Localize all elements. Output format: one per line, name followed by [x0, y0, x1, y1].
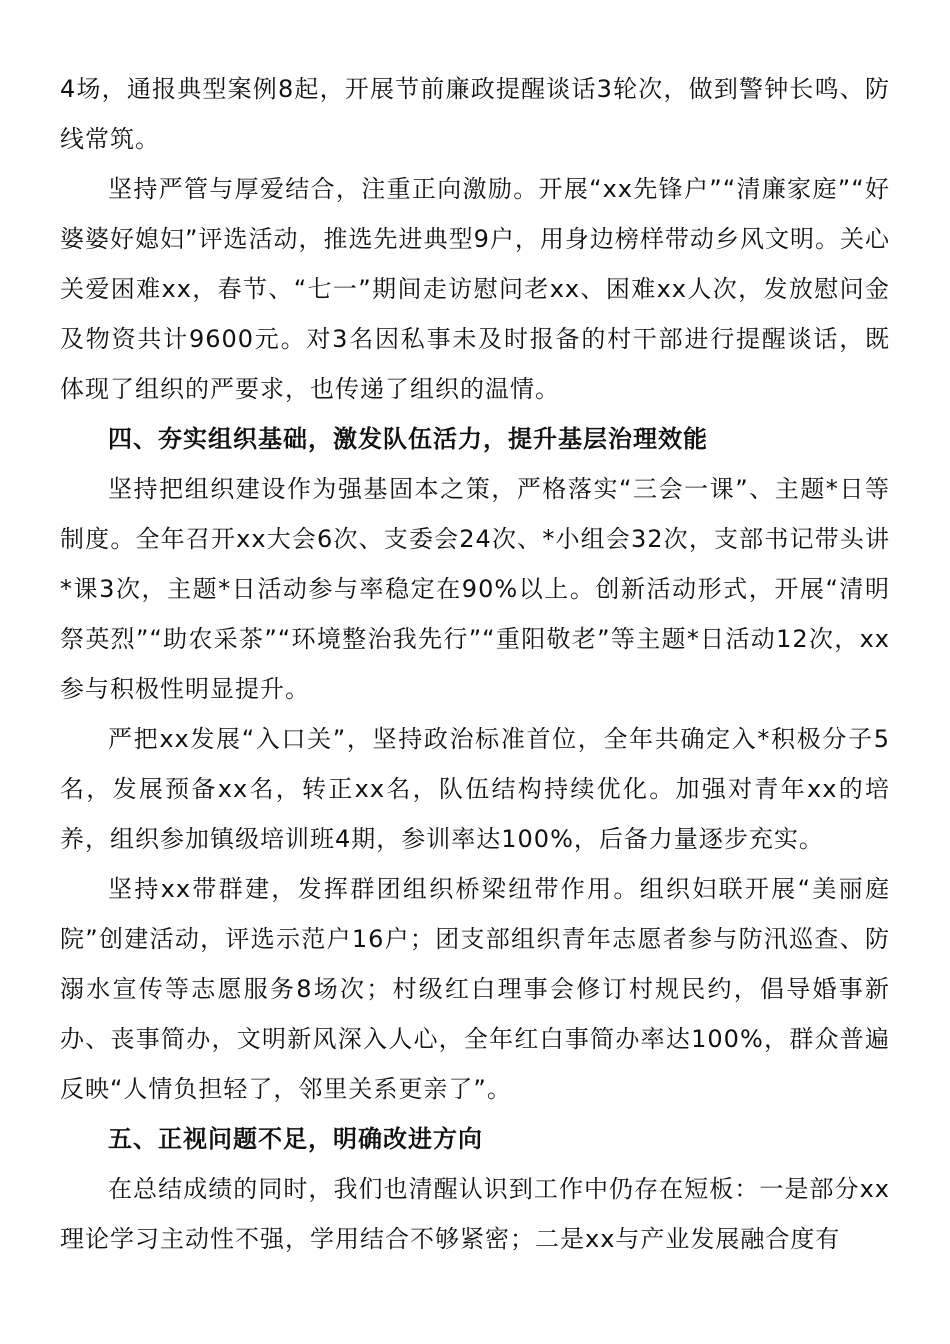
paragraph-member-development: 严把xx发展“入口关”，坚持政治标准首位，全年共确定入*积极分子5名，发展预备xx名，转正xx名，队伍结构持续优化。加强对青年xx的培养，组织参加镇级培训班4期，参训率达100%，后备力量逐步充实。	[60, 725, 890, 853]
section-heading-four: 四、夯实组织基础，激发队伍活力，提升基层治理效能	[108, 425, 708, 453]
paragraph-incentive: 坚持严管与厚爱结合，注重正向激励。开展“xx先锋户”“清廉家庭”“好婆婆好媳妇”评选活动，推选先进典型9户，用身边榜样带动乡风文明。关心关爱困难xx，春节、“七一”期间走访慰问老xx、困难xx人次，发放慰问金及物资共计9600元。对3名因私事未及时报备的村干部进行提醒谈话，既体现了组织的严要求，也传递了组织的温情。	[60, 175, 890, 403]
paragraph-mass-organizations: 坚持xx带群建，发挥群团组织桥梁纽带作用。组织妇联开展“美丽庭院”创建活动，评选示范户16户；团支部组织青年志愿者参与防汛巡查、防溺水宣传等志愿服务8场次；村级红白理事会修订村规民约，倡导婚事新办、丧事简办，文明新风深入人心，全年红白事简办率达100%，群众普遍反映“人情负担轻了，邻里关系更亲了”。	[60, 875, 890, 1103]
document-page	[60, 64, 890, 1264]
section-heading-five: 五、正视问题不足，明确改进方向	[108, 1125, 483, 1153]
paragraph-shortcomings: 在总结成绩的同时，我们也清醒认识到工作中仍存在短板：一是部分xx理论学习主动性不强，学用结合不够紧密；二是xx与产业发展融合度有	[60, 1175, 890, 1253]
paragraph-organization-building: 坚持把组织建设作为强基固本之策，严格落实“三会一课”、主题*日等制度。全年召开xx大会6次、支委会24次、*小组会32次，支部书记带头讲*课3次，主题*日活动参与率稳定在90%以上。创新活动形式，开展“清明祭英烈”“助农采茶”“环境整治我先行”“重阳敬老”等主题*日活动12次，xx参与积极性明显提升。	[60, 475, 890, 703]
paragraph-continued: 4场，通报典型案例8起，开展节前廉政提醒谈话3轮次，做到警钟长鸣、防线常筑。	[60, 75, 890, 153]
